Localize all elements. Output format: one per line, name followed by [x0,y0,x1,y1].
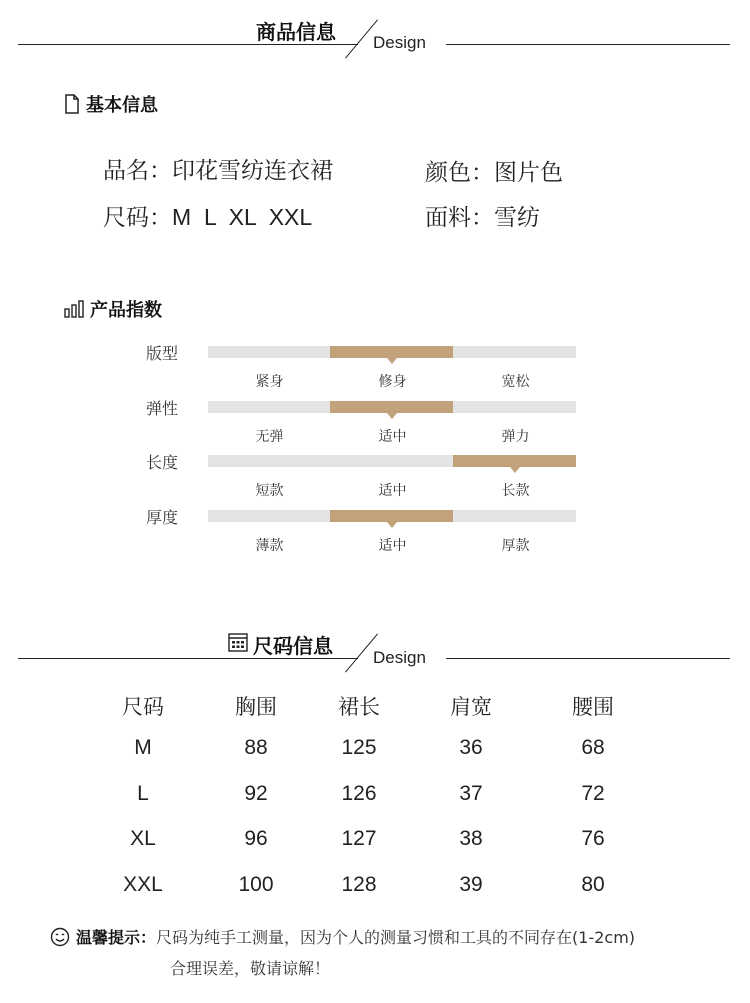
header-line-right [446,658,730,659]
size-table-cell: 72 [581,781,605,805]
calendar-grid-icon [228,632,248,656]
index-option: 无弹 [255,428,284,445]
size-table-cell: 126 [341,781,377,805]
size-table-header: 腰围 [572,696,614,719]
index-indicator [453,455,576,467]
smile-icon [50,927,70,951]
size-table-cell: 68 [581,736,605,759]
product-name-value: 印花雪纺连衣裙 [172,158,333,184]
size-table-cell: 88 [244,736,268,759]
size-table-cell: 80 [581,872,605,896]
size-table-cell: 92 [244,781,268,805]
size-info-title: 尺码信息 [253,634,333,658]
design-label: Design [373,648,426,667]
tip-text-2: 合理误差，敬请谅解！ [170,959,331,978]
color-label: 颜色： [425,160,494,186]
index-option: 薄款 [255,537,284,554]
product-info-title: 商品信息 [256,20,336,44]
index-label: 弹性 [146,398,179,418]
index-option: 弹力 [501,428,530,445]
index-track [208,455,576,467]
size-value: M L XL XXL [172,204,313,230]
basic-info-heading-text: 基本信息 [86,95,158,116]
tip-line-1 [50,925,635,951]
index-indicator [330,346,453,358]
fabric-label: 面料： [425,205,494,231]
header-line-right [446,44,730,45]
index-option: 适中 [378,428,407,445]
index-option: 紧身 [255,374,284,390]
color-value: 图片色 [494,160,563,186]
bar-chart-icon [64,300,84,318]
document-icon [64,94,80,114]
size-info-header [0,626,750,676]
size-table-header: 裙长 [338,696,380,719]
fabric-value: 雪纺 [494,205,540,231]
index-option: 短款 [255,483,284,499]
size-table-cell: 125 [341,736,377,759]
size-table-cell: 37 [459,781,483,805]
index-option: 适中 [378,537,407,554]
product-index-heading [64,296,162,322]
size-label: 尺码： [103,205,172,231]
product-name-row [103,152,333,185]
index-option: 长款 [501,483,530,499]
size-table-header: 胸围 [235,696,277,719]
index-track [208,346,576,358]
size-table-cell: M [134,736,152,759]
index-option: 修身 [378,374,407,390]
size-table-cell: XL [130,827,156,850]
tip-text-1: 尺码为纯手工测量，因为个人的测量习惯和工具的不同存在(1-2cm) [156,928,636,947]
size-table-header: 尺码 [122,696,164,719]
index-indicator [330,510,453,522]
size-table-cell: XXL [123,872,163,896]
product-info-header [0,12,750,62]
index-option: 厚款 [501,537,530,554]
index-label: 长度 [146,453,179,472]
fabric-row [425,199,540,232]
size-table-cell: 39 [459,872,483,896]
size-table-header: 肩宽 [450,696,492,719]
tip-label: 温馨提示： [76,928,157,947]
size-table-cell: 127 [341,827,377,850]
color-row [425,154,563,187]
size-table-cell: 76 [581,827,605,850]
size-table-cell: 36 [459,736,483,759]
product-index-heading-text: 产品指数 [90,300,162,321]
size-table-cell: 100 [238,872,274,896]
index-label: 厚度 [146,507,179,527]
size-table-cell: 128 [341,872,377,896]
size-table-cell: 96 [244,827,268,850]
design-label: Design [373,33,426,52]
index-label: 版型 [146,344,179,363]
size-table-cell: 38 [459,827,483,850]
basic-info-heading [64,91,158,117]
index-indicator [330,401,453,413]
size-table-cell: L [137,781,149,805]
product-name-label: 品名： [103,158,172,184]
size-row [103,199,312,232]
index-track [208,510,576,522]
index-track [208,401,576,413]
index-option: 适中 [378,483,407,499]
index-option: 宽松 [501,374,530,390]
